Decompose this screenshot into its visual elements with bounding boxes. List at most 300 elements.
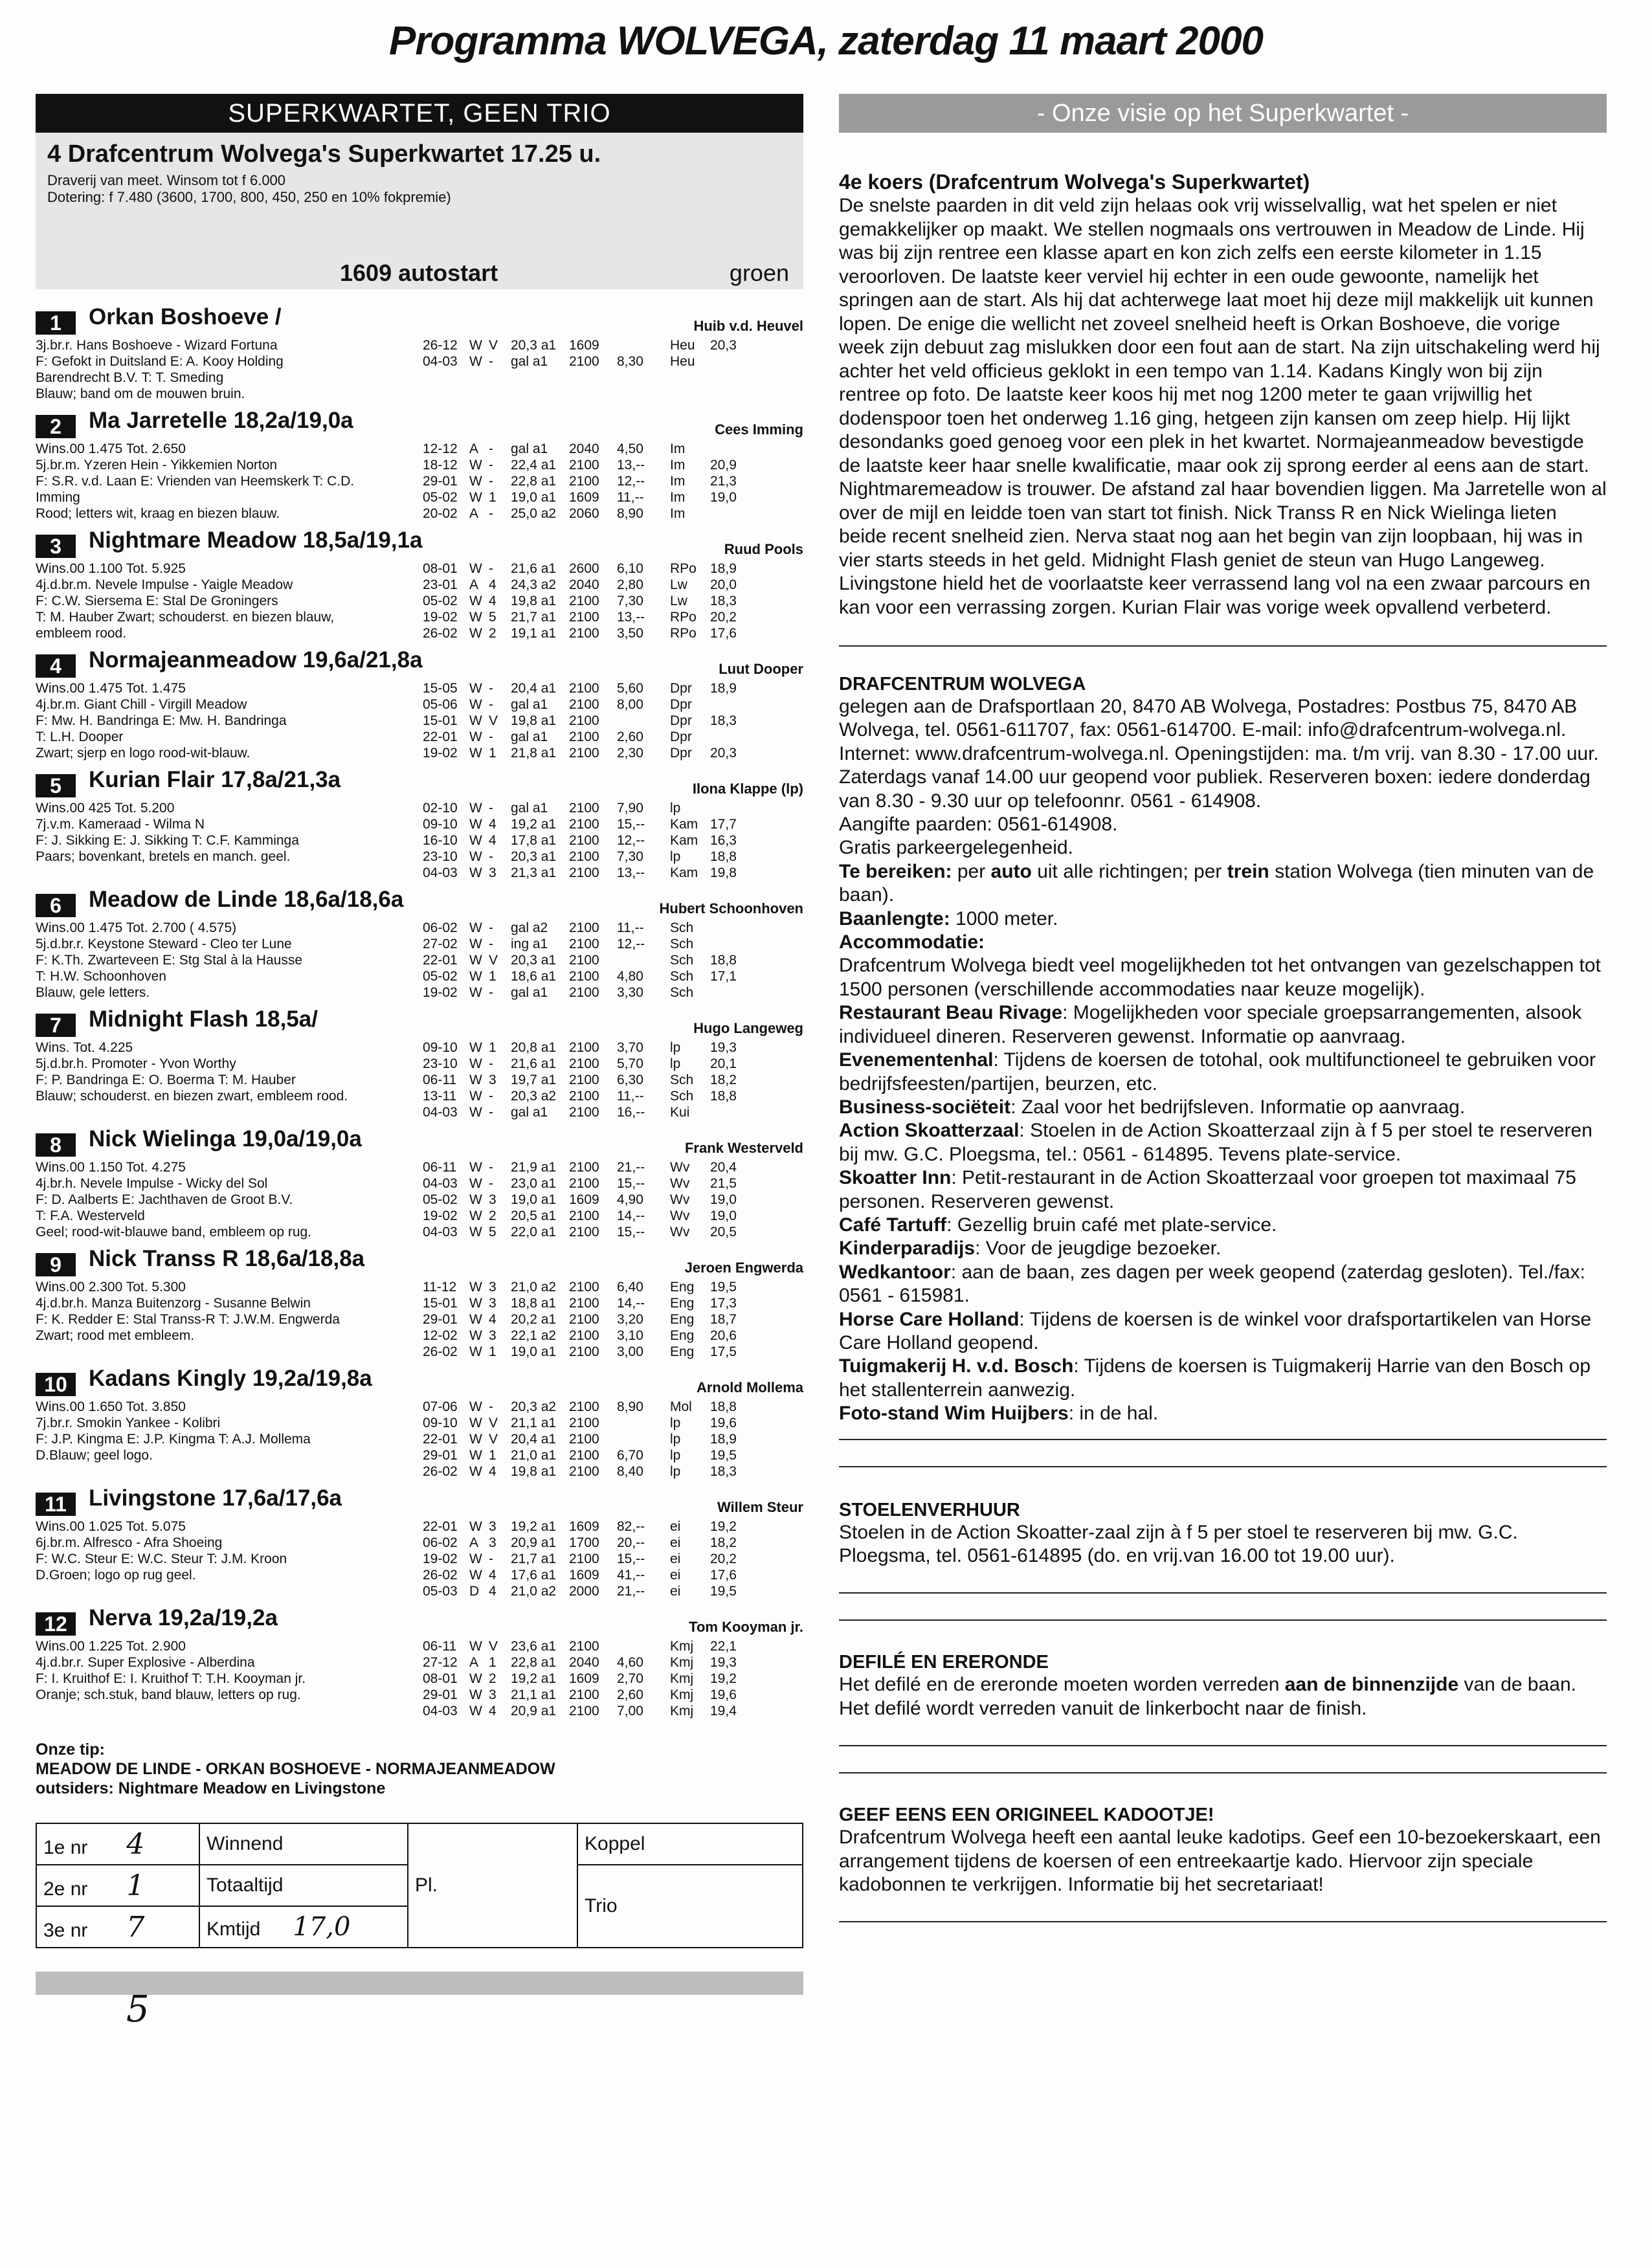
horse-info-line: embleem rood. <box>36 626 127 641</box>
result-cell: 17,6 <box>710 1568 737 1583</box>
horse-info-line: 4j.d.br.m. Nevele Impulse - Yaigle Meadow <box>36 577 293 592</box>
horse-info-line: F: J.P. Kingma E: J.P. Kingma T: A.J. Mollema <box>36 1432 311 1447</box>
result-cell: 19,0 <box>710 1192 737 1207</box>
result-cell: 4,50 <box>617 441 643 456</box>
result-cell: 2100 <box>569 610 599 625</box>
horse-info-line: F: Mw. H. Bandringa E: Mw. H. Bandringa <box>36 713 287 728</box>
result-cell: 2100 <box>569 1225 599 1240</box>
result-cell: 3 <box>489 1296 497 1311</box>
result-cell: 20,3 a1 <box>511 953 557 968</box>
result-cell: 17,6 a1 <box>511 1568 557 1583</box>
result-cell: 82,-- <box>617 1519 645 1534</box>
defile-text <box>839 1673 1607 1720</box>
horse-info-line: T: H.W. Schoonhoven <box>36 969 166 984</box>
result-row <box>423 1088 803 1104</box>
result-cell: Kmj <box>670 1687 694 1702</box>
result-row <box>423 696 803 713</box>
result-cell: 12-12 <box>423 441 458 456</box>
result-cell: Mol <box>670 1399 692 1414</box>
horse-header <box>36 1605 803 1638</box>
result-cell: - <box>489 1089 493 1104</box>
result-cell: 20,4 <box>710 1160 737 1175</box>
result-cell: 2 <box>489 626 497 641</box>
horse-number: 11 <box>36 1493 76 1516</box>
horse-info-line: F: C.W. Siersema E: Stal De Groningers <box>36 594 278 608</box>
result-cell: Dpr <box>670 729 692 744</box>
result-row <box>423 849 803 865</box>
accommodation-item-text: : Tijdens de koersen de totohal, ook multifunctioneel te gebruiken voor bedrijfsfeesten/partijen, beurzen, etc. <box>839 1049 1596 1095</box>
result-cell: 2,30 <box>617 746 643 761</box>
result-cell: 2100 <box>569 354 599 369</box>
result-cell: 26-02 <box>423 626 458 641</box>
accommodation-item-label: Evenementenhal <box>839 1049 994 1071</box>
result-cell: 22,8 a1 <box>511 1655 557 1670</box>
result-row <box>423 457 803 473</box>
result-cell: 22,8 a1 <box>511 474 557 489</box>
bet-cell-trio[interactable]: Trio <box>577 1865 803 1948</box>
result-cell: V <box>489 953 498 968</box>
result-cell: 6,70 <box>617 1448 643 1463</box>
result-cell: 06-11 <box>423 1073 457 1087</box>
result-cell: 20,3 a2 <box>511 1089 557 1104</box>
bet-cell-winnend[interactable]: Winnend <box>199 1823 408 1865</box>
result-cell <box>710 353 749 370</box>
horse-results <box>423 1399 803 1480</box>
horse-info-line: Wins.00 2.300 Tot. 5.300 <box>36 1280 186 1295</box>
result-cell <box>710 441 749 457</box>
result-cell: 2100 <box>569 849 599 864</box>
horse-info <box>36 1159 411 1240</box>
horse-results <box>423 800 803 881</box>
result-cell: 17,1 <box>710 969 737 984</box>
result-cell: 29-01 <box>423 474 458 489</box>
result-cell: W <box>469 1040 482 1055</box>
result-cell: 21,6 a1 <box>511 1056 557 1071</box>
result-row <box>423 1535 803 1551</box>
result-cell: W <box>469 561 482 576</box>
result-cell: - <box>489 1551 493 1566</box>
result-cell: 20,4 a1 <box>511 1432 557 1447</box>
horse-results <box>423 1159 803 1240</box>
result-cell: gal a2 <box>511 920 548 935</box>
horse-info <box>36 680 411 761</box>
race-info-box <box>36 133 803 289</box>
accommodation-item-label: Kinderparadijs <box>839 1238 976 1260</box>
horse-entry <box>36 1366 803 1490</box>
horse-results <box>423 561 803 641</box>
result-cell: 21,0 a2 <box>511 1280 557 1295</box>
result-cell: 1609 <box>569 1671 599 1686</box>
horse-info-line: Zwart; rood met embleem. <box>36 1328 195 1343</box>
result-cell: 2100 <box>569 1296 599 1311</box>
divider <box>839 1619 1607 1621</box>
result-cell: W <box>469 817 482 832</box>
horse-details <box>36 920 803 1001</box>
horse-details <box>36 800 803 880</box>
result-cell <box>617 952 670 968</box>
result-row <box>423 1175 803 1192</box>
result-cell: W <box>469 937 482 951</box>
result-cell: 2100 <box>569 937 599 951</box>
result-row <box>423 1159 803 1175</box>
horse-info-line: T: M. Hauber Zwart; schouderst. en biezen blauw, <box>36 610 335 625</box>
result-row <box>423 1463 803 1480</box>
result-cell: 06-11 <box>423 1639 457 1654</box>
result-cell: Sch <box>670 969 694 984</box>
result-cell: 2100 <box>569 1448 599 1463</box>
result-cell: 3,20 <box>617 1312 643 1327</box>
horse-info-line: 5j.d.br.h. Promoter - Yvon Worthy <box>36 1056 236 1071</box>
result-cell: 02-10 <box>423 801 458 816</box>
result-cell: 05-06 <box>423 697 458 712</box>
venue-aangifte: Aangifte paarden: 0561-614908. <box>839 814 1118 836</box>
result-cell: 16,-- <box>617 1105 645 1120</box>
accommodation-item-text: : aan de baan, zes dagen per week geopend (zaterdag gesloten). Tel./fax: 0561 - 615981. <box>839 1261 1585 1307</box>
result-cell: 29-01 <box>423 1448 458 1463</box>
directions-train: trein <box>1227 860 1269 882</box>
result-row <box>423 441 803 457</box>
result-cell: 2100 <box>569 865 599 880</box>
horse-info-line: 4j.br.h. Nevele Impulse - Wicky del Sol <box>36 1176 268 1191</box>
result-cell: 1 <box>489 969 497 984</box>
result-cell: W <box>469 1399 482 1414</box>
result-cell: 19,5 <box>710 1584 737 1599</box>
result-cell: W <box>469 1089 482 1104</box>
result-cell: gal a1 <box>511 801 548 816</box>
result-cell: 2,60 <box>617 729 643 744</box>
result-cell: lp <box>670 849 681 864</box>
venue-accommodation <box>839 931 1607 954</box>
result-cell: 3 <box>489 1328 497 1343</box>
result-cell: 12,-- <box>617 937 645 951</box>
tip-label: Onze tip: <box>36 1740 105 1759</box>
handwritten-2e: 1 <box>126 1869 145 1902</box>
horse-driver: Ruud Pools <box>724 541 803 557</box>
horse-number: 9 <box>36 1253 76 1276</box>
result-cell: 20,8 a1 <box>511 1040 557 1055</box>
accommodation-label: Accommodatie: <box>839 931 985 953</box>
result-cell: 23,0 a1 <box>511 1176 557 1191</box>
accommodation-item-text: : Gezellig bruin café met plate-service. <box>946 1214 1277 1236</box>
result-cell: lp <box>670 1416 681 1430</box>
result-cell: Dpr <box>670 697 692 712</box>
accommodation-item <box>839 1001 1607 1049</box>
result-cell: 19,0 a1 <box>511 1344 557 1359</box>
result-cell: W <box>469 1105 482 1120</box>
result-cell: 19,0 a1 <box>511 1192 557 1207</box>
horse-details <box>36 1638 803 1718</box>
horse-info-line: Blauw; schouderst. en biezen zwart, embleem rood. <box>36 1089 348 1104</box>
bet-cell-pl[interactable]: Pl. <box>408 1823 577 1948</box>
result-row <box>423 1328 803 1344</box>
result-row <box>423 1415 803 1431</box>
result-cell: 2,70 <box>617 1671 643 1686</box>
result-cell: 21,0 a2 <box>511 1584 557 1599</box>
bet-label-1e: 1e nr <box>43 1836 88 1858</box>
result-cell: 1 <box>489 1344 497 1359</box>
result-cell: W <box>469 1176 482 1191</box>
result-cell: W <box>469 713 482 728</box>
result-cell: 08-01 <box>423 1671 458 1686</box>
horse-entry <box>36 1246 803 1370</box>
result-cell: 21,-- <box>617 1584 645 1599</box>
horse-details <box>36 1399 803 1479</box>
result-cell: 21,9 a1 <box>511 1160 557 1175</box>
result-cell: 18-12 <box>423 458 458 472</box>
accommodation-item <box>839 1261 1607 1308</box>
result-cell: 23,6 a1 <box>511 1639 557 1654</box>
result-cell: 2100 <box>569 746 599 761</box>
result-row <box>423 952 803 968</box>
venue-parking: Gratis parkeergelegenheid. <box>839 837 1073 859</box>
result-cell: 19,3 <box>710 1655 737 1670</box>
result-cell: A <box>469 506 479 521</box>
result-cell: 3 <box>489 1535 497 1550</box>
horse-entry <box>36 647 803 772</box>
result-cell: ei <box>670 1584 681 1599</box>
horse-info-line: F: J. Sikking E: J. Sikking T: C.F. Kamminga <box>36 833 299 848</box>
result-cell: W <box>469 746 482 761</box>
result-row <box>423 745 803 761</box>
result-cell: W <box>469 681 482 696</box>
horse-driver: Luut Dooper <box>719 661 803 677</box>
result-cell: 27-02 <box>423 937 458 951</box>
result-cell: 1609 <box>569 1568 599 1583</box>
result-cell: 04-03 <box>423 1225 458 1240</box>
result-cell: 07-06 <box>423 1399 458 1414</box>
result-cell: - <box>489 801 493 816</box>
horse-info-line: Paars; bovenkant, bretels en manch. geel. <box>36 849 291 864</box>
horse-info-line: F: Gefokt in Duitsland E: A. Kooy Holding <box>36 354 284 369</box>
result-cell: - <box>489 1160 493 1175</box>
result-cell: 5 <box>489 1225 497 1240</box>
result-cell: 26-12 <box>423 338 458 353</box>
result-cell: W <box>469 1056 482 1071</box>
divider <box>839 1592 1607 1594</box>
defile-text-a: Het defilé en de ereronde moeten worden verreden <box>839 1674 1285 1696</box>
bet-cell-3e-nr[interactable] <box>36 1906 199 1948</box>
result-cell: 4,90 <box>617 1192 643 1207</box>
result-cell: 29-01 <box>423 1687 458 1702</box>
result-cell <box>617 713 670 729</box>
result-cell: RPo <box>670 561 697 576</box>
result-cell <box>617 1415 670 1431</box>
result-cell: 15,-- <box>617 1176 645 1191</box>
result-cell: Sch <box>670 985 694 1000</box>
result-row <box>423 1687 803 1703</box>
result-cell: 2040 <box>569 1655 599 1670</box>
vision-header: - Onze visie op het Superkwartet - <box>839 94 1607 133</box>
race-conditions <box>47 172 792 206</box>
result-row <box>423 1311 803 1328</box>
result-cell: Dpr <box>670 681 692 696</box>
result-row <box>423 1671 803 1687</box>
result-cell: 2 <box>489 1208 497 1223</box>
directions-label: Te bereiken: <box>839 860 952 882</box>
horse-header <box>36 1366 803 1399</box>
horse-info <box>36 1638 411 1703</box>
result-cell: 04-03 <box>423 354 458 369</box>
accommodation-item-text: : Stoelen in de Action Skoatterzaal zijn à f 5 per stoel te reserveren bij mw. G.C. Ploegsma, tel.: 0561 - 614895. Tevens plate-service. <box>839 1120 1592 1165</box>
result-row <box>423 984 803 1001</box>
track-length-text: 1000 meter. <box>950 907 1058 929</box>
result-cell: 21,0 a1 <box>511 1448 557 1463</box>
result-cell: 16-10 <box>423 833 458 848</box>
result-cell: 20,2 <box>710 610 737 625</box>
result-cell: 20,5 a1 <box>511 1208 557 1223</box>
result-cell: 06-02 <box>423 920 458 935</box>
accommodation-item <box>839 1308 1607 1355</box>
result-row <box>423 506 803 522</box>
result-cell: 15,-- <box>617 817 645 832</box>
result-row <box>423 729 803 745</box>
result-cell: 23-01 <box>423 577 458 592</box>
result-cell: 18,8 <box>710 1399 737 1414</box>
result-cell: W <box>469 1328 482 1343</box>
result-cell: 2100 <box>569 1344 599 1359</box>
result-cell: 20-02 <box>423 506 458 521</box>
result-cell: 19,7 a1 <box>511 1073 557 1087</box>
result-cell: W <box>469 1639 482 1654</box>
result-cell: 3 <box>489 1280 497 1295</box>
horse-results <box>423 441 803 522</box>
result-cell: 20,1 <box>710 1056 737 1071</box>
result-cell: A <box>469 577 479 592</box>
result-row <box>423 680 803 696</box>
result-cell: 19,0 <box>710 1208 737 1223</box>
result-cell: 22-01 <box>423 729 458 744</box>
directions-text-b: uit alle richtingen; per <box>1031 860 1227 882</box>
result-cell: 21,3 a1 <box>511 865 557 880</box>
result-cell: 04-03 <box>423 1176 458 1191</box>
horse-info-line: 6j.br.m. Alfresco - Afra Shoeing <box>36 1535 223 1550</box>
result-cell: 19,8 a1 <box>511 1464 557 1479</box>
horse-info-line: 3j.br.r. Hans Boshoeve - Wizard Fortuna <box>36 338 278 353</box>
result-cell: 19-02 <box>423 610 458 625</box>
bet-cell-koppel[interactable]: Koppel <box>577 1823 803 1865</box>
horse-entry <box>36 1605 803 1729</box>
horse-info-line: Imming <box>36 490 80 505</box>
result-row <box>423 489 803 506</box>
horse-name: Kurian Flair 17,8a/21,3a <box>89 767 341 792</box>
result-cell: 2100 <box>569 833 599 848</box>
result-cell: Lw <box>670 594 687 608</box>
result-cell: lp <box>670 1056 681 1071</box>
result-cell: 12-02 <box>423 1328 458 1343</box>
result-cell: 4 <box>489 577 497 592</box>
result-row <box>423 832 803 849</box>
horse-info-line: Oranje; sch.stuk, band blauw, letters op rug. <box>36 1687 301 1702</box>
result-cell: Kui <box>670 1105 690 1120</box>
venue-info <box>839 695 1607 1426</box>
venue-directions <box>839 860 1607 907</box>
result-cell: W <box>469 865 482 880</box>
result-row <box>423 1567 803 1583</box>
result-cell: 2100 <box>569 1687 599 1702</box>
result-cell: 26-02 <box>423 1344 458 1359</box>
horse-results <box>423 1040 803 1120</box>
accommodation-item-label: Café Tartuff <box>839 1214 947 1236</box>
bet-cell-kmtijd[interactable] <box>199 1906 408 1948</box>
result-cell: W <box>469 1432 482 1447</box>
result-row <box>423 1551 803 1567</box>
result-cell: W <box>469 1225 482 1240</box>
horse-name: Meadow de Linde 18,6a/18,6a <box>89 887 404 912</box>
result-cell: V <box>489 1639 498 1654</box>
bet-cell-totaaltijd[interactable]: Totaaltijd <box>199 1865 408 1906</box>
result-cell: 1609 <box>569 1519 599 1534</box>
result-cell <box>617 1431 670 1447</box>
result-cell: - <box>489 681 493 696</box>
track-length-label: Baanlengte: <box>839 907 950 929</box>
result-cell: 21,6 a1 <box>511 561 557 576</box>
result-cell: 12,-- <box>617 474 645 489</box>
result-cell: Sch <box>670 1089 694 1104</box>
result-cell: D <box>469 1584 480 1599</box>
result-cell: Im <box>670 506 686 521</box>
horse-entry <box>36 408 803 532</box>
result-cell: 4 <box>489 1704 497 1718</box>
result-cell: 18,8 <box>710 953 737 968</box>
result-cell: Im <box>670 490 686 505</box>
result-cell: 2100 <box>569 817 599 832</box>
horse-info-line: Wins.00 1.025 Tot. 5.075 <box>36 1519 186 1534</box>
result-row <box>423 1431 803 1447</box>
horse-details <box>36 1279 803 1359</box>
horse-driver: Hubert Schoonhoven <box>659 900 803 917</box>
result-row <box>423 800 803 816</box>
horse-info-line: 5j.br.m. Yzeren Hein - Yikkemien Norton <box>36 458 278 472</box>
result-cell: 20,4 a1 <box>511 681 557 696</box>
horse-entry <box>36 304 803 412</box>
result-cell: ing a1 <box>511 937 548 951</box>
result-cell: Kmj <box>670 1639 694 1654</box>
result-cell: 12,-- <box>617 833 645 848</box>
horse-name: Kadans Kingly 19,2a/19,8a <box>89 1366 372 1391</box>
result-cell: 1700 <box>569 1535 599 1550</box>
result-cell: - <box>489 937 493 951</box>
horse-info-line: F: P. Bandringa E: O. Boerma T: M. Hauber <box>36 1073 296 1087</box>
venue-title: DRAFCENTRUM WOLVEGA <box>839 674 1086 695</box>
horse-info <box>36 800 411 865</box>
divider <box>839 1921 1607 1922</box>
result-cell: 19,2 a1 <box>511 1519 557 1534</box>
horse-header <box>36 408 803 441</box>
result-cell: 2040 <box>569 441 599 456</box>
horse-info-line: Blauw; band om de mouwen bruin. <box>36 386 245 401</box>
result-cell: Im <box>670 441 686 456</box>
horse-name: Midnight Flash 18,5a/ <box>89 1006 318 1032</box>
divider <box>839 1772 1607 1773</box>
result-cell: 19-02 <box>423 746 458 761</box>
result-cell: 11-12 <box>423 1280 457 1295</box>
result-cell: 17,8 a1 <box>511 833 557 848</box>
result-cell: - <box>489 729 493 744</box>
result-cell: W <box>469 338 482 353</box>
result-cell: 3,70 <box>617 1040 643 1055</box>
bet-cell-1e-nr[interactable] <box>36 1823 199 1865</box>
bet-label-3e: 3e nr <box>43 1919 88 1941</box>
result-cell: 1 <box>489 1448 497 1463</box>
result-cell: 19,2 <box>710 1519 737 1534</box>
result-cell: Sch <box>670 953 694 968</box>
directions-text-a: per <box>952 860 991 882</box>
horse-driver: Willem Steur <box>717 1499 803 1515</box>
result-cell: 7,30 <box>617 849 643 864</box>
bet-cell-2e-nr[interactable] <box>36 1865 199 1906</box>
horse-info-line: Wins.00 1.475 Tot. 2.700 ( 4.575) <box>36 920 237 935</box>
result-row <box>423 1208 803 1224</box>
